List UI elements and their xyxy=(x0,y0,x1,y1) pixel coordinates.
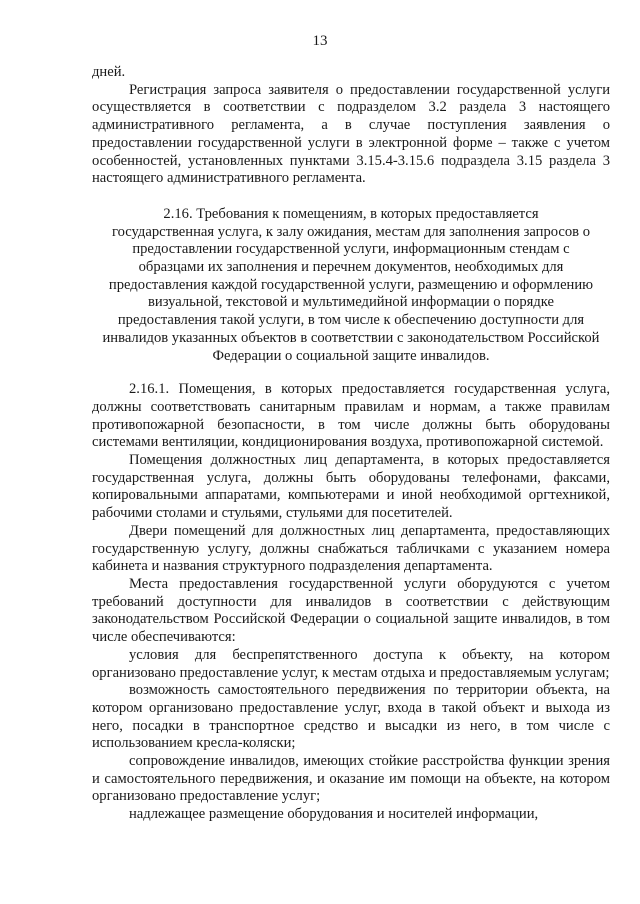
heading-line: предоставлении государственной услуги, информационным стендам с xyxy=(132,241,570,258)
heading-line: предоставления такой услуги, в том числе к обеспечению доступности для xyxy=(117,312,585,329)
heading-line: инвалидов указанных объектов в соответствии с законодательством Российской xyxy=(102,329,600,346)
section-heading-2-16 xyxy=(92,206,610,365)
heading-line: Федерации о социальной защите инвалидов. xyxy=(212,347,490,364)
heading-line: визуальной, текстовой и мультимедийной информации о порядке xyxy=(148,294,554,311)
page-number: 13 xyxy=(312,33,328,49)
paragraph-2-16-1: 2.16.1. Помещения, в которых предоставляется государственная услуга, должны соответствовать санитарным правилам и нормам, а также правилам противопожарной безопасности, в том числе должны быть оборудованы системами вентиляции, кондиционирования воздуха, противопожарной системой. xyxy=(92,381,610,451)
list-item: сопровождение инвалидов, имеющих стойкие расстройства функции зрения и самостоятельного передвижения, и оказание им помощи на объекте, на котором организовано предоставление услуг; xyxy=(92,753,610,805)
paragraph-continuation: дней. xyxy=(92,64,126,80)
heading-line: 2.16. Требования к помещениям, в которых предоставляется xyxy=(163,205,539,222)
list-item: надлежащее размещение оборудования и носителей информации, xyxy=(129,806,539,823)
paragraph-accessibility: Места предоставления государственной услуги оборудуются с учетом требований доступности для инвалидов в соответствии с действующим законодательством Российской Федерации о социальной защите инвалидов, в том числе обеспечиваются: xyxy=(92,575,610,646)
document-body xyxy=(92,64,610,824)
list-item: возможность самостоятельного передвижения по территории объекта, на котором организовано предоставление услуг, входа в такой объект и выхода из него, посадки в транспортное средство и высадки из него, в том числе с использованием кресла-коляски; xyxy=(92,682,610,752)
heading-line: образцами их заполнения и перечнем документов, необходимых для xyxy=(138,259,564,276)
paragraph-door-signs: Двери помещений для должностных лиц департамента, предоставляющих государственную услугу, должны снабжаться табличками с указанием номера кабинета и названия структурного подразделения департамента. xyxy=(92,522,610,575)
heading-line: предоставления каждой государственной услуги, размещению и оформлению xyxy=(108,276,594,293)
heading-line: государственная услуга, к залу ожидания, местам для заполнения запросов о xyxy=(111,223,591,240)
paragraph-registration: Регистрация запроса заявителя о предоставлении государственной услуги осуществляется в соответствии с подразделом 3.2 раздела 3 настоящего административного регламента, а в случае поступления заявления о предоставлении государственной услуги в электронной форме – также с учетом особенностей, установленных пунктами 3.15.4-3.15.6 подраздела 3.15 раздела 3 настоящего административного регламента. xyxy=(92,81,610,187)
list-item: условия для беспрепятственного доступа к объекту, на котором организовано предоставление услуг, к местам отдыха и предоставляемым услугам; xyxy=(92,646,610,681)
paragraph-equipment: Помещения должностных лиц департамента, в которых предоставляется государственная услуга, должны быть оборудованы телефонами, факсами, копировальными аппаратами, компьютерами и иной необходимой оргтехникой, рабочими столами и стульями, стульями для посетителей. xyxy=(92,452,610,522)
